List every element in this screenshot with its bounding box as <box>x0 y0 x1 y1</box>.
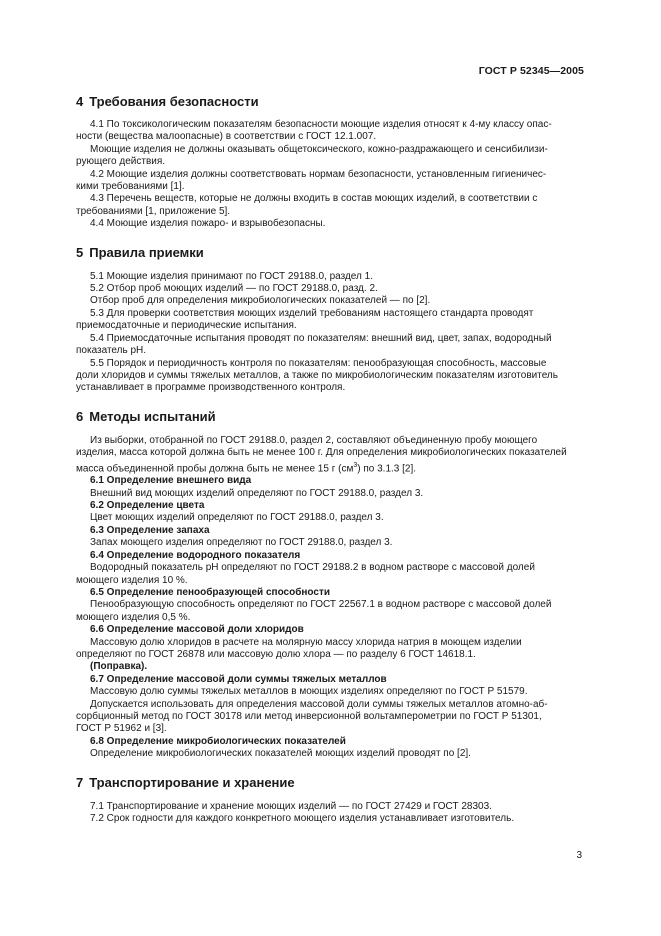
para-5-3-line2: приемосдаточные и периодические испытания. <box>76 320 297 332</box>
subheading-6-2: 6.2 Определение цвета <box>90 500 205 512</box>
para-6-5-line2: моющего изделия 0,5 %. <box>76 611 191 623</box>
para-5-2b: Отбор проб для определения микробиологических показателей — по [2]. <box>90 295 431 307</box>
para-5-5-line3: устанавливает в программе производственного контроля. <box>76 382 346 394</box>
section-6-heading <box>76 409 583 425</box>
section-5-number: 5 <box>76 244 84 260</box>
para-6-1: Внешний вид моющих изделий определяют по ГОСТ 29188.0, раздел 3. <box>90 487 424 499</box>
para-5-4-line2: показатель рН. <box>76 345 147 357</box>
intro-line3-end: ) по 3.1.3 [2]. <box>357 462 417 474</box>
para-6-7b-line3: ГОСТ Р 51962 и [3]. <box>76 723 167 735</box>
para-5-5-line2: доли хлоридов и суммы тяжелых металлов, а также по микробиологическим показателям изготовитель <box>76 369 558 381</box>
para-4-1b-line1: Моющие изделия не должны оказывать общетоксического, кожно-раздражающего и сенсибилизи- <box>90 143 548 155</box>
para-6-7: Массовую долю суммы тяжелых металлов в моющих изделиях определяют по ГОСТ Р 51579. <box>90 686 528 698</box>
para-4-3-line1: 4.3 Перечень веществ, которые не должны входить в состав моющих изделий, в соответствии с <box>90 193 538 205</box>
section-4-title: Требования безопасности <box>89 94 259 109</box>
standard-header: ГОСТ Р 52345—2005 <box>478 65 584 77</box>
subheading-6-4: 6.4 Определение водородного показателя <box>90 549 301 561</box>
para-6-3: Запах моющего изделия определяют по ГОСТ 29188.0, раздел 3. <box>90 537 393 549</box>
para-5-2: 5.2 Отбор проб моющих изделий — по ГОСТ 29188.0, разд. 2. <box>90 283 378 295</box>
para-4-3-line2: требованиями [1, приложение 5]. <box>76 205 231 217</box>
section-4-number: 4 <box>76 94 84 109</box>
para-6-8: Определение микробиологических показателей моющих изделий проводят по [2]. <box>90 748 471 760</box>
subheading-6-5: 6.5 Определение пенообразующей способности <box>90 586 331 598</box>
para-6-4-line2: моющего изделия 10 %. <box>76 574 188 586</box>
para-4-4: 4.4 Моющие изделия пожаро- и взрывобезопасны. <box>90 218 326 230</box>
section-5 <box>76 244 583 395</box>
para-7-1: 7.1 Транспортирование и хранение моющих изделий — по ГОСТ 27429 и ГОСТ 28303. <box>90 800 492 812</box>
section-4-heading <box>76 94 583 110</box>
intro-line3-text: масса объединенной пробы должна быть не менее 15 г (см <box>76 462 354 474</box>
cubic-superscript: 3 <box>353 461 358 469</box>
para-6-6-line2: определяют по ГОСТ 26878 или массовую долю хлора — по разделу 6 ГОСТ 14618.1. <box>76 648 476 660</box>
para-6-intro-line2: изделия, масса которой должна быть не менее 100 г. Для определения микробиологических показателей <box>76 447 567 459</box>
subheading-6-8: 6.8 Определение микробиологических показателей <box>90 735 346 747</box>
para-5-4-line1: 5.4 Приемосдаточные испытания проводят по показателям: внешний вид, цвет, запах, водородный <box>90 332 552 344</box>
section-5-heading <box>76 245 583 261</box>
page-number: 3 <box>576 850 582 861</box>
section-6-title: Методы испытаний <box>89 408 216 424</box>
para-4-1-line1: 4.1 По токсикологическим показателям безопасности моющие изделия относят к 4-му классу опас- <box>90 119 552 130</box>
section-7-heading <box>76 775 583 791</box>
para-4-1-line2: ности (вещества малоопасные) в соответствии с ГОСТ 12.1.007. <box>76 131 377 143</box>
para-5-3-line1: 5.3 Для проверки соответствия моющих изделий требованиям настоящего стандарта проводят <box>90 307 534 319</box>
document-body <box>76 92 583 825</box>
subheading-6-3: 6.3 Определение запаха <box>90 524 210 536</box>
para-7-2: 7.2 Срок годности для каждого конкретного моющего изделия устанавливает изготовитель. <box>90 813 515 825</box>
para-6-6-line1: Массовую долю хлоридов в расчете на молярную массу хлорида натрия в моющем изделии <box>90 636 522 648</box>
section-4 <box>76 94 583 231</box>
section-7 <box>76 774 583 826</box>
para-4-2-line1: 4.2 Моющие изделия должны соответствовать нормам безопасности, установленным гигиеничес- <box>90 168 547 180</box>
section-6-number: 6 <box>76 408 84 424</box>
section-7-title: Транспортирование и хранение <box>89 774 295 790</box>
para-6-7b-line2: сорбционный метод по ГОСТ 30178 или метод инверсионной вольтамперометрии по ГОСТ Р 51301, <box>76 710 542 722</box>
para-5-5-line1: 5.5 Порядок и периодичность контроля по показателям: пенообразующая способность, массовые <box>90 357 547 369</box>
section-5-title: Правила приемки <box>89 244 204 260</box>
subheading-6-7: 6.7 Определение массовой доли суммы тяжелых металлов <box>90 673 387 685</box>
para-6-4-line1: Водородный показатель рН определяют по ГОСТ 29188.2 в водном растворе с массовой долей <box>90 562 535 574</box>
para-6-2: Цвет моющих изделий определяют по ГОСТ 29188.0, раздел 3. <box>90 512 384 524</box>
para-6-5-line1: Пенообразующую способность определяют по ГОСТ 22567.1 в водном растворе с массовой долей <box>90 599 552 611</box>
para-4-2-line2: кими требованиями [1]. <box>76 181 185 193</box>
section-7-number: 7 <box>76 774 84 790</box>
para-6-intro-line1: Из выборки, отобранной по ГОСТ 29188.0, раздел 2, составляют объединенную пробу моющего <box>90 434 538 446</box>
para-5-1: 5.1 Моющие изделия принимают по ГОСТ 29188.0, раздел 1. <box>90 270 373 282</box>
para-6-intro-line3 <box>76 460 583 476</box>
subheading-6-1: 6.1 Определение внешнего вида <box>90 475 252 487</box>
correction-note: (Поправка). <box>90 661 148 673</box>
para-6-7b-line1: Допускается использовать для определения массовой доли суммы тяжелых металлов атомно-аб- <box>90 698 548 710</box>
subheading-6-6: 6.6 Определение массовой доли хлоридов <box>90 624 304 636</box>
para-4-1b-line2: рующего действия. <box>76 156 166 168</box>
section-6 <box>76 408 583 761</box>
